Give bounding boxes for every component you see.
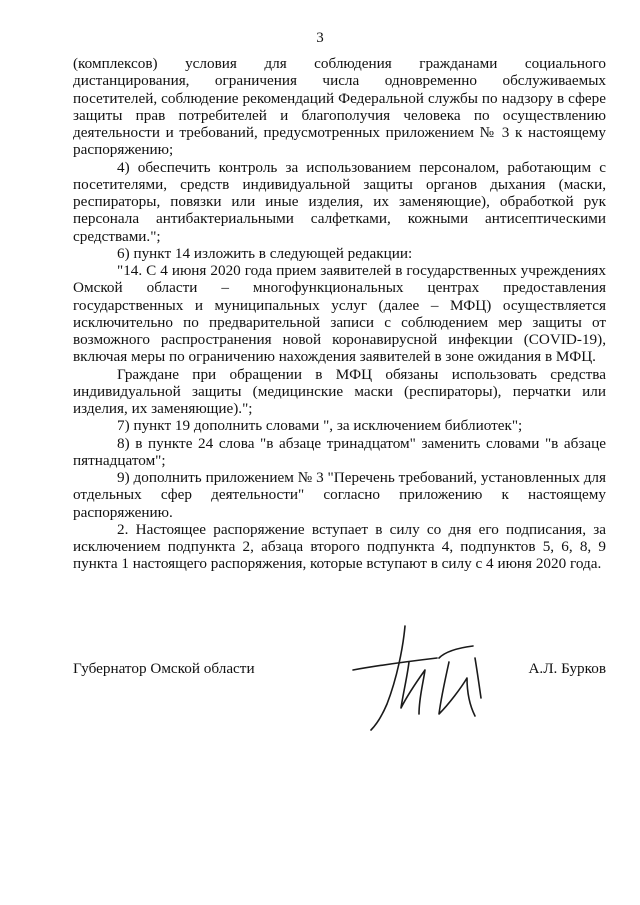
signatory-name: А.Л. Бурков bbox=[528, 660, 606, 677]
signatory-title: Губернатор Омской области bbox=[73, 660, 255, 677]
signature-block bbox=[73, 660, 606, 680]
document-body bbox=[73, 55, 606, 573]
paragraph-item-9: 9) дополнить приложением № 3 "Перечень требований, установленных для отдельных сфер деятельности" согласно приложению к настоящему распоряжению. bbox=[73, 469, 606, 521]
paragraph-item-7: 7) пункт 19 дополнить словами ", за исключением библиотек"; bbox=[117, 417, 523, 435]
page-number: 3 bbox=[316, 30, 324, 46]
paragraph-item-8: 8) в пункте 24 слова "в абзаце тринадцатом" заменить словами "в абзаце пятнадцатом"; bbox=[73, 434, 606, 469]
paragraph-citizens: Граждане при обращении в МФЦ обязаны использовать средства индивидуальной защиты (медицинские маски (респираторы), перчатки или изделия, их заменяющие)."; bbox=[73, 365, 606, 417]
paragraph-clause-2: 2. Настоящее распоряжение вступает в силу со дня его подписания, за исключением подпункта 2, абзаца второго подпункта 4, подпунктов 5, 6, 8, 9 пункта 1 настоящего распоряжения, которые вступают в силу с 4 июня 2020 года. bbox=[73, 520, 606, 573]
paragraph-item-6: 6) пункт 14 изложить в следующей редакции: bbox=[117, 244, 413, 262]
paragraph-item-4: 4) обеспечить контроль за использованием персоналом, работающим с посетителями, средств индивидуальной защиты органов дыхания (маски, респираторы, повязки или иные изделия, их заменяющие), обработкой рук персонала антибактериальными салфетками, кожными антисептическими средствами."; bbox=[73, 158, 606, 245]
paragraph-point-14: "14. С 4 июня 2020 года прием заявителей в государственных учреждениях Омской области – многофункциональных центрах предоставления государственных и муниципальных услуг (далее – МФЦ) осуществляется исключительно по предварительной записи с соблюдением мер защиты от возможного распространения новой коронавирусной инфекции (COVID-19), включая меры по ограничению нахождения заявителей в зоне ожидания в МФЦ. bbox=[73, 262, 606, 366]
paragraph-continuation: (комплексов) условия для соблюдения гражданами социального дистанцирования, ограничения числа одновременно обслуживаемых посетителей, соблюдение рекомендаций Федеральной службы по надзору в сфере защиты прав потребителей и благополучия человека по осуществлению деятельности и требований, предусмотренных приложением № 3 к настоящему распоряжению; bbox=[73, 55, 606, 159]
